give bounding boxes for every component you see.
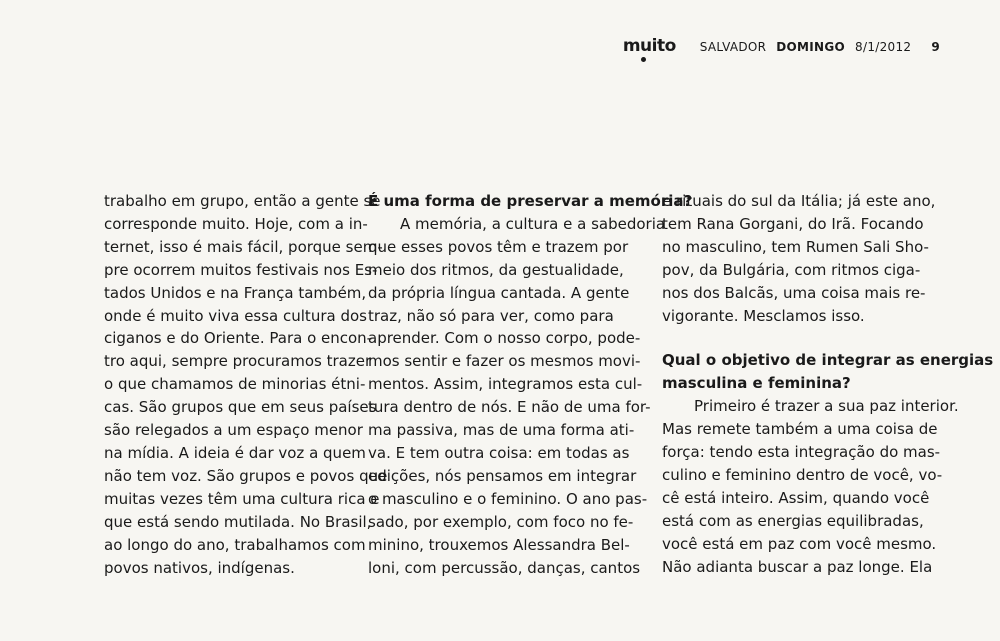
text-line: o que chamamos de minorias étni- bbox=[104, 375, 366, 394]
text-line: tura dentro de nós. E não de uma for- bbox=[368, 398, 651, 417]
text-line: mentos. Assim, integramos esta cul- bbox=[368, 375, 643, 394]
text-line: da própria língua cantada. A gente bbox=[368, 283, 630, 302]
text-line: que esses povos têm e trazem por bbox=[368, 237, 629, 256]
text-line: não tem voz. São grupos e povos que bbox=[104, 466, 388, 485]
text-line: ciganos e do Oriente. Para o encon- bbox=[104, 329, 373, 348]
header-date: 8/1/2012 bbox=[855, 40, 912, 54]
text-line: sado, por exemplo, com foco no fe- bbox=[368, 512, 634, 531]
text-line: ternet, isso é mais fácil, porque sem- bbox=[104, 237, 383, 256]
page-number: 9 bbox=[931, 40, 940, 54]
text-line: muitas vezes têm uma cultura rica e bbox=[104, 489, 380, 508]
text-line: aprender. Com o nosso corpo, pode- bbox=[368, 329, 641, 348]
text-line: nos dos Balcãs, uma coisa mais re- bbox=[662, 283, 926, 302]
logo-dot-icon bbox=[641, 57, 646, 62]
page-header bbox=[623, 36, 940, 56]
header-city: SALVADOR bbox=[699, 40, 767, 54]
text-line: onde é muito viva essa cultura dos bbox=[104, 306, 367, 325]
text-line: culino e feminino dentro de você, vo- bbox=[662, 465, 943, 484]
header-day: DOMINGO bbox=[776, 40, 846, 54]
text-line: edições, nós pensamos em integrar bbox=[368, 466, 637, 485]
article-column-1 bbox=[104, 190, 388, 579]
interview-question: Qual o objetivo de integrar as energias bbox=[662, 351, 994, 370]
magazine-logo: muito bbox=[623, 36, 676, 56]
article-column-3 bbox=[662, 190, 994, 579]
text-line: mos sentir e fazer os mesmos movi- bbox=[368, 352, 641, 371]
text-line: trabalho em grupo, então a gente se bbox=[104, 192, 381, 210]
text-line: meio dos ritmos, da gestualidade, bbox=[368, 260, 624, 279]
text-line: cê está inteiro. Assim, quando você bbox=[662, 488, 930, 507]
text-line: Não adianta buscar a paz longe. Ela bbox=[662, 557, 933, 576]
text-line: que está sendo mutilada. No Brasil, bbox=[104, 512, 372, 531]
text-line: pre ocorrem muitos festivais nos Es- bbox=[104, 260, 378, 279]
interview-question: É uma forma de preservar a memória? bbox=[368, 192, 693, 210]
text-line: está com as energias equilibradas, bbox=[662, 511, 924, 530]
text-line: va. E tem outra coisa: em todas as bbox=[368, 443, 630, 462]
text-line: você está em paz com você mesmo. bbox=[662, 534, 937, 553]
text-line: cas. São grupos que em seus países bbox=[104, 398, 377, 417]
text-line: A memória, a cultura e a sabedoria bbox=[400, 214, 666, 233]
text-line: o masculino e o feminino. O ano pas- bbox=[368, 489, 648, 508]
text-line: Mas remete também a uma coisa de bbox=[662, 420, 938, 439]
article-column-2 bbox=[368, 190, 693, 579]
text-line: tados Unidos e na França também, bbox=[104, 283, 367, 302]
interview-question: masculina e feminina? bbox=[662, 374, 851, 393]
text-line: Primeiro é trazer a sua paz interior. bbox=[694, 397, 959, 416]
text-line: ao longo do ano, trabalhamos com bbox=[104, 535, 366, 554]
text-line: traz, não só para ver, como para bbox=[368, 306, 614, 325]
text-line: tem Rana Gorgani, do Irã. Focando bbox=[662, 214, 924, 233]
text-line: na mídia. A ideia é dar voz a quem bbox=[104, 443, 366, 462]
text-line: pov, da Bulgária, com ritmos ciga- bbox=[662, 260, 921, 279]
text-line: são relegados a um espaço menor bbox=[104, 421, 363, 440]
text-line: no masculino, tem Rumen Sali Sho- bbox=[662, 237, 929, 256]
text-line: ma passiva, mas de uma forma ati- bbox=[368, 421, 635, 440]
text-line: força: tendo esta integração do mas- bbox=[662, 443, 941, 462]
text-line: corresponde muito. Hoje, com a in- bbox=[104, 214, 368, 233]
text-line: vigorante. Mesclamos isso. bbox=[662, 306, 865, 325]
text-line: tro aqui, sempre procuramos trazer bbox=[104, 352, 372, 371]
text-line: minino, trouxemos Alessandra Bel- bbox=[368, 535, 630, 554]
text-line: e rituais do sul da Itália; já este ano, bbox=[662, 192, 936, 210]
text-line: povos nativos, indígenas. bbox=[104, 558, 295, 577]
text-line: loni, com percussão, danças, cantos bbox=[368, 558, 641, 577]
